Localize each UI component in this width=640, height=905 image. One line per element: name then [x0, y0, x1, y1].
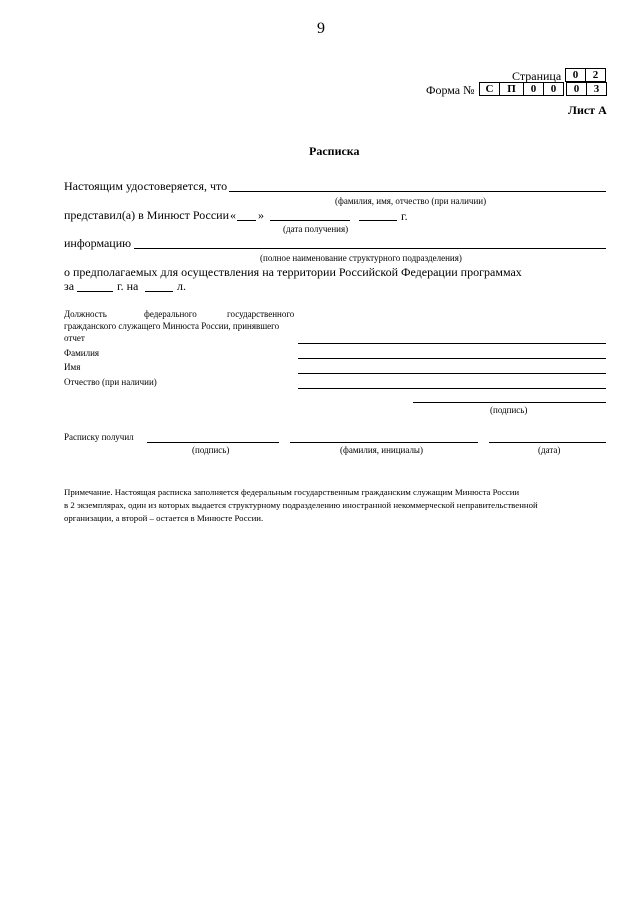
- period-year-field[interactable]: [77, 291, 113, 292]
- position-word3: государственного: [227, 309, 295, 319]
- date-caption: (дата получения): [283, 224, 349, 234]
- receiver-name-caption: (фамилия, инициалы): [340, 445, 423, 455]
- receiver-signature-caption: (подпись): [192, 445, 230, 455]
- position-line3: отчет: [64, 333, 85, 343]
- page-number-cells: [566, 68, 606, 82]
- page-cell: 0: [565, 68, 586, 82]
- form-cell: П: [499, 82, 524, 96]
- position-word1: Должность: [64, 309, 107, 319]
- surname-label: Фамилия: [64, 348, 100, 358]
- form-cell: 0: [566, 82, 587, 96]
- form-cell: 0: [543, 82, 564, 96]
- official-signature-field[interactable]: [413, 402, 606, 403]
- unit-caption: (полное наименование структурного подразделения): [260, 253, 462, 263]
- form-cell: С: [479, 82, 500, 96]
- period-l: л.: [177, 279, 186, 293]
- official-signature-caption: (подпись): [490, 405, 528, 415]
- month-field[interactable]: [270, 220, 350, 221]
- patronymic-label: Отчество (при наличии): [64, 377, 157, 387]
- surname-field[interactable]: [298, 358, 606, 359]
- period-g-na: г. на: [117, 279, 139, 293]
- fio-field[interactable]: [229, 191, 606, 192]
- note-line2: в 2 экземплярах, один из которых выдается структурному подразделению иностранной некоммерческой неправительственной: [64, 500, 538, 510]
- page-number: 9: [317, 20, 325, 37]
- page-label: Страница: [512, 69, 562, 83]
- certify-text: Настоящим удостоверяется, что: [64, 179, 228, 193]
- programs-text: о предполагаемых для осуществления на территории Российской Федерации программах: [64, 265, 522, 279]
- quote-close: »: [258, 208, 264, 222]
- submitted-text: представил(а) в Минюст России: [64, 208, 230, 222]
- quote-open: «: [230, 208, 236, 222]
- position-line2: гражданского служащего Минюста России, принявшего: [64, 321, 280, 331]
- day-field[interactable]: [237, 220, 256, 221]
- form-label: Форма №: [426, 83, 475, 97]
- document-title: Расписка: [309, 144, 360, 158]
- form-number-cells: [480, 82, 607, 96]
- year-suffix: г.: [401, 209, 408, 223]
- receipt-date-caption: (дата): [538, 445, 561, 455]
- unit-field[interactable]: [134, 248, 606, 249]
- received-text: Расписку получил: [64, 432, 134, 442]
- page-cell: 2: [585, 68, 606, 82]
- form-cell: 3: [586, 82, 607, 96]
- note-line3: организации, а второй – остается в Минюсте России.: [64, 513, 264, 523]
- form-cell: 0: [523, 82, 544, 96]
- information-text: информацию: [64, 236, 132, 250]
- fio-caption: (фамилия, имя, отчество (при наличии): [335, 196, 487, 206]
- patronymic-field[interactable]: [298, 388, 606, 389]
- year-field[interactable]: [359, 220, 397, 221]
- period-za: за: [64, 279, 75, 293]
- period-length-field[interactable]: [145, 291, 173, 292]
- name-label: Имя: [64, 362, 81, 372]
- receiver-signature-field[interactable]: [147, 442, 279, 443]
- position-word2: федерального: [144, 309, 197, 319]
- receipt-date-field[interactable]: [489, 442, 606, 443]
- sheet-label: Лист А: [568, 103, 607, 117]
- note-line1: Примечание. Настоящая расписка заполняется федеральным государственным гражданским служащим Минюста России: [64, 487, 520, 497]
- receiver-name-field[interactable]: [290, 442, 478, 443]
- name-field[interactable]: [298, 373, 606, 374]
- position-field[interactable]: [298, 343, 606, 344]
